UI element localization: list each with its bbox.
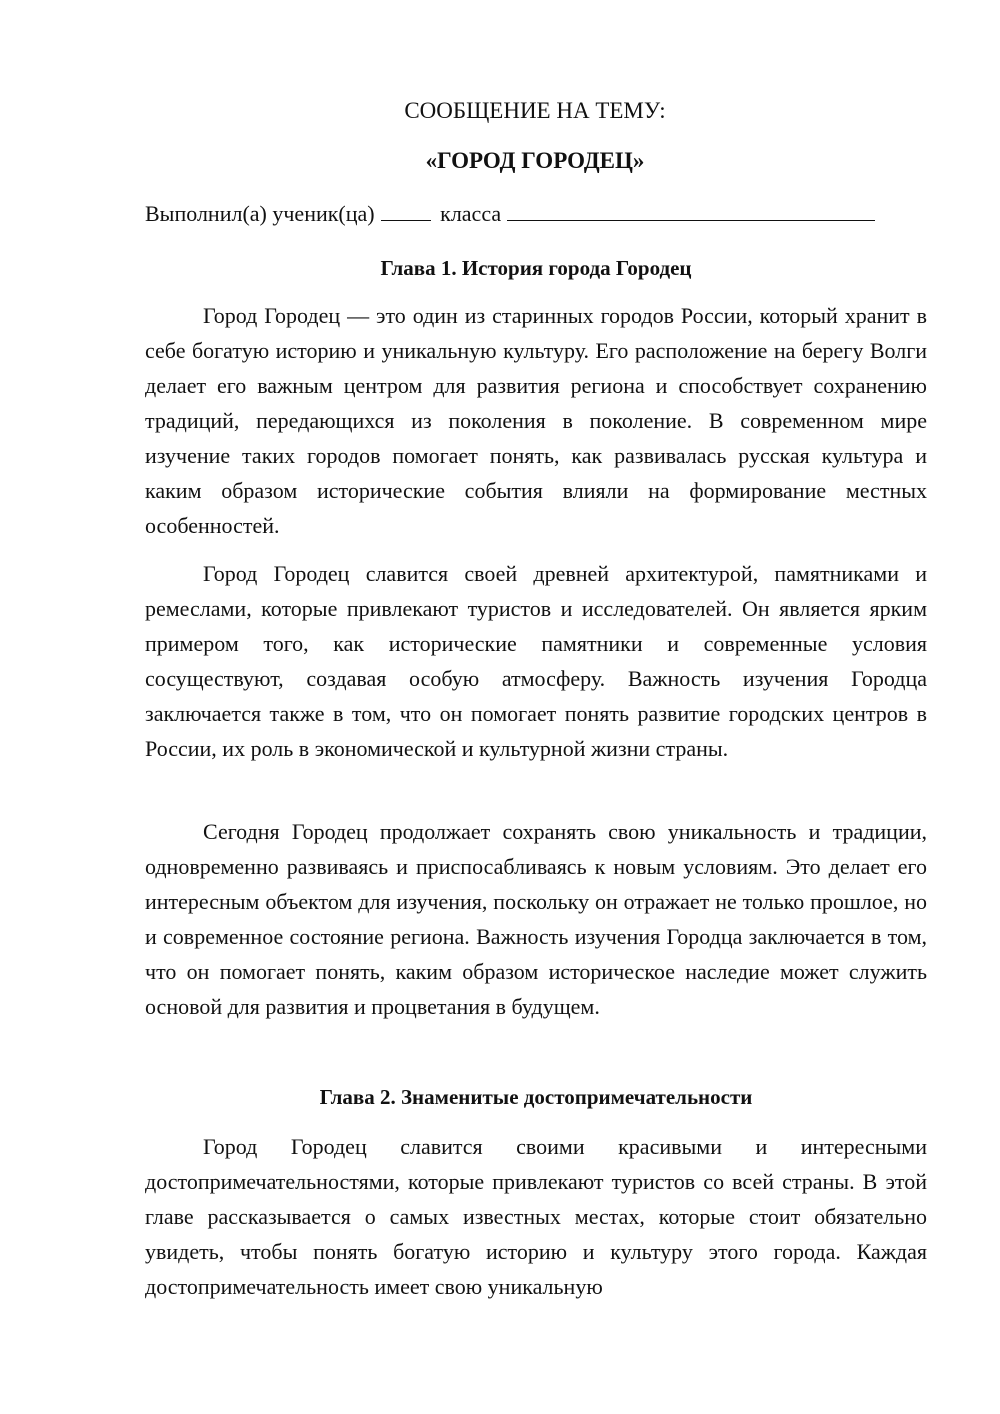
document-topic-heading: СООБЩЕНИЕ НА ТЕМУ: [404,98,666,123]
class-label: класса [440,201,502,226]
chapter-2-paragraph-1: Город Городец славится своими красивыми и интересными достопримечательностями, которые привлекают туристов со всей страны. В этой главе рассказывается о самых известных местах, которые стоит обязательно увидеть, чтобы понять богатую историю и культуру этого города. Каждая достопримечательность имеет свою уникальную [145,1134,927,1299]
chapter-1-paragraph-3: Сегодня Городец продолжает сохранять свою уникальность и традиции, одновременно развиваясь и приспосабливаясь к новым условиям. Это делает его интересным объектом для изучения, поскольку он отражает не только прошлое, но и современное состояние региона. Важность изучения Городца заключается в том, что он помогает понять, каким образом историческое наследие может служить основой для развития и процветания в будущем. [145,819,927,1019]
class-number-blank [381,198,431,221]
student-name-blank [507,198,875,221]
student-label: Выполнил(а) ученик(ца) [145,201,375,226]
document-title: «ГОРОД ГОРОДЕЦ» [425,148,645,173]
chapter-1-paragraph-2: Город Городец славится своей древней архитектурой, памятниками и ремеслами, которые привлекают туристов и исследователей. Он является ярким примером того, как исторические памятники и современные условия сосуществуют, создавая особую атмосферу. Важность изучения Городца заключается также в том, что он помогает понять развитие городских центров в России, их роль в экономической и культурной жизни страны. [145,561,927,761]
chapter-1-title: Глава 1. История города Городец [380,256,692,280]
chapter-1-paragraph-1: Город Городец — это один из старинных городов России, который хранит в себе богатую историю и уникальную культуру. Его расположение на берегу Волги делает его важным центром для развития региона и способствует сохранению традиций, передающихся из поколения в поколение. В современном мире изучение таких городов помогает понять, как развивалась русская культура и каким образом исторические события влияли на формирование местных особенностей. [145,303,927,538]
chapter-2-title: Глава 2. Знаменитые достопримечательности [319,1085,753,1109]
student-info-line [145,198,935,229]
